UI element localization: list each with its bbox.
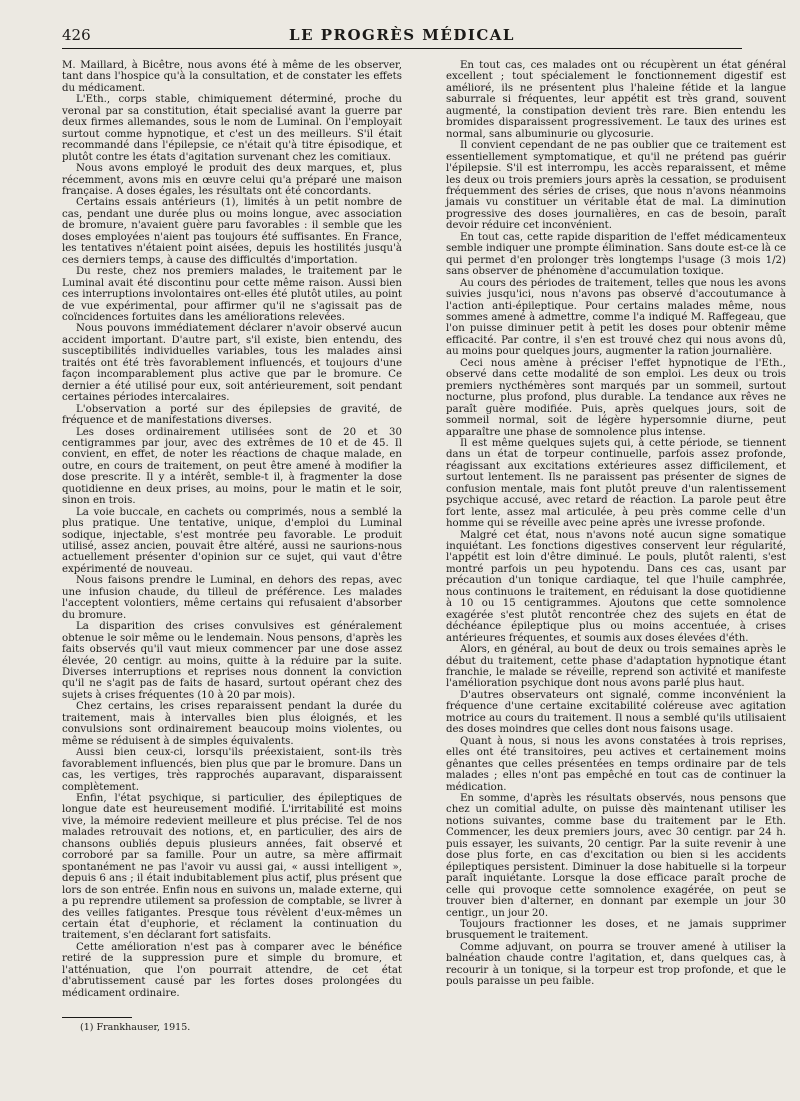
paragraph: Les doses ordinairement utilisées sont de 20 et 30 centigrammes par jour, avec des extrêmes de 10 et de 45. Il convient, en effet, de noter les réactions de chaque malade, en outre, en cours de traitement, on peut être amené à modifier la dose prescrite. Il y a intérêt, semble-t il, à fragmenter la dose quotidienne en deux prises, au moins, pour le matin et le soir, sinon en trois. <box>62 426 402 507</box>
paragraph: Enfin, l'état psychique, si particulier, des épileptiques de longue date est heureusement modifié. L'irritabilité est moins vive, la mémoire redevient meilleure et plus précise. Tel de nos malades retrouvait des notions, et, en particulier, des airs de chansons oubliés depuis plusieurs années, fait observé et corroboré par sa famille. Pour un autre, sa mère affirmait spontanément ne pas l'avoir vu aussi gai, « aussi intelligent », depuis 6 ans ; il était indubitablement plus actif, plus présent que lors de son entrée. Enfin nous en suivons un, malade externe, qui a pu reprendre utilement sa profession de comptable, se livrer à des veilles fatigantes. Presque tous révèlent d'eux-mêmes un certain état d'euphorie, et réclament la continuation du traitement, s'en déclarant fort satisfaits. <box>62 793 402 942</box>
paragraph: Nous pouvons immédiatement déclarer n'avoir observé aucun accident important. D'autre part, s'il existe, bien entendu, des susceptibilités individuelles variables, tous les malades ainsi traités ont été très favorablement influencés, et toujours d'une façon incomparablement plus active que par le bromure. Ce dernier a été utilisé pour eux, soit antérieurement, soit pendant certaines périodes intercalaires. <box>62 323 402 404</box>
running-title: LE PROGRÈS MÉDICAL <box>289 26 515 44</box>
paragraph: Nous faisons prendre le Luminal, en dehors des repas, avec une infusion chaude, du tilleul de préférence. Les malades l'acceptent volontiers, même certains qui refusaient d'absorber du bromure. <box>62 575 402 621</box>
paragraph: Ceci nous amène à préciser l'effet hypnotique de l'Eth., observé dans cette modalité de son emploi. Les deux ou trois premiers nycthémères sont marqués par un sommeil, surtout nocturne, plus profond, plus durable. La tendance aux rêves ne paraît guère modifiée. Puis, après quelques jours, soit de sommeil normal, soit de légère hypersomnie diurne, peut apparaître une phase de somnolence plus intense. <box>446 357 786 438</box>
footnote: (1) Frankhauser, 1915. <box>80 1022 191 1033</box>
paragraph: M. Maillard, à Bicêtre, nous avons été à même de les observer, tant dans l'hospice qu'à la consultation, et de constater les effets du médicament. <box>62 60 402 94</box>
paragraph: Il convient cependant de ne pas oublier que ce traitement est essentiellement symptomatique, et qu'il ne prétend pas guérir l'épilepsie. S'il est interrompu, les accès reparaissent, et même les deux ou trois premiers jours après la cessation, se produisent fréquemment des séries de crises, que nous n'avons néanmoins jamais vu constituer un véritable état de mal. La diminution progressive des doses journalières, en cas de besoin, paraît devoir réduire cet inconvénient. <box>446 140 786 232</box>
paragraph: Cette amélioration n'est pas à comparer avec le bénéfice retiré de la suppression pure et simple du bromure, et l'atténuation, que l'on pourrait attendre, de cet état d'abrutissement causé par les fortes doses prolongées du médicament ordinaire. <box>62 941 402 999</box>
footnote-divider <box>62 1017 132 1018</box>
paragraph: La voie buccale, en cachets ou comprimés, nous a semblé la plus pratique. Une tentative, unique, d'emploi du Luminal sodique, injectable, s'est montrée peu favorable. Le produit utilisé, assez ancien, pouvait être altéré, aussi ne saurions-nous actuellement présenter d'opinion sur ce sujet, qui vaut d'être expérimenté de nouveau. <box>62 506 402 575</box>
page-number: 426 <box>62 26 91 44</box>
paragraph: Nous avons employé le produit des deux marques, et, plus récemment, avons mis en œuvre celui qu'a préparé une maison française. A doses égales, les résultats ont été concordants. <box>62 163 402 197</box>
paragraph: En tout cas, cette rapide disparition de l'effet médicamenteux semble indiquer une prompte élimination. Sans doute est-ce là ce qui permet d'en prolonger très longtemps l'usage (3 mois 1/2) sans observer de phénomène d'accumulation toxique. <box>446 231 786 278</box>
paragraph: L'observation a porté sur des épilepsies de gravité, de fréquence et de manifestations diverses. <box>62 403 402 427</box>
paragraph: Malgré cet état, nous n'avons noté aucun signe somatique inquiétant. Les fonctions digestives conservent leur régularité, l'appétit est loin d'être diminué. Le pouls, plutôt ralenti, s'est montré parfois un peu hypotendu. Dans ces cas, usant par précaution d'un tonique cardiaque, tel que l'huile camphrée, nous continuons le traitement, en réduisant la dose quotidienne à 10 ou 15 centigrammes. Ajoutons que cette somnolence exagérée s'est plutôt rencontrée chez des sujets en état de déchéance épileptique plus ou moins accentuée, à crises antérieures fréquentes, et soumis aux doses élevées d'éth. <box>446 529 786 644</box>
right-column <box>446 60 786 988</box>
paragraph: Alors, en général, au bout de deux ou trois semaines après le début du traitement, cette phase d'adaptation hypnotique étant franchie, le malade se réveille, reprend son activité et manifeste l'amélioration psychique dont nous avons parlé plus haut. <box>446 644 786 690</box>
paragraph: Comme adjuvant, on pourra se trouver amené à utiliser la balnéation chaude contre l'agitation, et, dans quelques cas, à recourir à un tonique, si la torpeur est trop profonde, et que le pouls paraisse un peu faible. <box>446 941 786 988</box>
page-header <box>62 22 742 49</box>
paragraph: Il est même quelques sujets qui, à cette période, se tiennent dans un état de torpeur continuelle, parfois assez profonde, réagissant aux excitations extérieures assez difficilement, et surtout lentement. Ils ne paraissent pas présenter de signes de confusion mentale, mais font plutôt preuve d'un ralentissement psychique accusé, avec retard de réaction. La parole peut être fort lente, assez mal articulée, à peu près comme celle d'un homme qui se réveille avec peine après une ivresse profonde. <box>446 437 786 530</box>
paragraph: D'autres observateurs ont signalé, comme inconvénient la fréquence d'une certaine excitabilité coléreuse avec agitation motrice au cours du traitement. Il nous a semblé qu'ils utilisaient des doses moindres que celles dont nous faisons usage. <box>446 689 786 736</box>
paragraph: Quant à nous, si nous les avons constatées à trois reprises, elles ont été transitoires, peu actives et certainement moins gênantes que celles présentées en temps ordinaire par de tels malades ; elles n'ont pas empêché en tout cas de continuer la médication. <box>446 735 786 793</box>
paragraph: Du reste, chez nos premiers malades, le traitement par le Luminal avait été discontinu pour cette même raison. Aussi bien ces interruptions involontaires ont-elles été plutôt utiles, au point de vue expérimental, pour affirmer qu'il ne s'agissait pas de coïncidences fortuites dans les améliorations relevées. <box>62 266 402 323</box>
paragraph: Chez certains, les crises reparaissent pendant la durée du traitement, mais à intervalles bien plus éloignés, et les convulsions sont ordinairement beaucoup moins violentes, ou même se réduisent à de simples équivalents. <box>62 701 402 747</box>
paragraph: L'Eth., corps stable, chimiquement déterminé, proche du veronal par sa constitution, était specialisé avant la guerre par deux firmes allemandes, sous le nom de Luminal. On l'employait surtout comme hypnotique, et c'est un des meilleurs. S'il était recommandé dans l'épilepsie, ce n'était qu'à titre épisodique, et plutôt contre les états d'agitation survenant chez les comitiaux. <box>62 94 402 163</box>
left-column <box>62 60 402 999</box>
paragraph: Certains essais antérieurs (1), limités à un petit nombre de cas, pendant une durée plus ou moins longue, avec association de bromure, n'avaient guère paru favorables : il semble que les doses employées n'aient pas toujours été suffisantes. En France, les tentatives n'étaient point aisées, depuis les hostilités jusqu'à ces derniers temps, à cause des difficultés d'importation. <box>62 197 402 266</box>
paragraph: La disparition des crises convulsives est généralement obtenue le soir même ou le lendemain. Nous pensons, d'après les faits observés qu'il vaut mieux commencer par une dose assez élevée, 20 centigr. au moins, quitte à la réduire par la suite. Diverses interruptions et reprises nous donnent la conviction qu'il ne s'agit pas de faits de hasard, surtout opérant chez des sujets à crises fréquentes (10 à 20 par mois). <box>62 621 402 701</box>
paragraph: En tout cas, ces malades ont ou récupèrent un état général excellent ; tout spécialement le fonctionnement digestif est amélioré, ils ne présentent plus l'haleine fétide et la langue saburrale si fréquentes, leur appétit est très grand, souvent augmenté, la constipation devient très rare. Bien entendu les bromides disparaissent progressivement. Le taux des urines est normal, sans albuminurie ou glycosurie. <box>446 60 786 140</box>
paragraph: Aussi bien ceux-ci, lorsqu'ils préexistaient, sont-ils très favorablement influencés, bien plus que par le bromure. Dans un cas, les vertiges, très rapprochés auparavant, disparaissent complètement. <box>62 747 402 793</box>
paragraph: En somme, d'après les résultats observés, nous pensons que chez un comitial adulte, on puisse dès maintenant utiliser les notions suivantes, comme base du traitement par le Eth. Commencer, les deux premiers jours, avec 30 centigr. par 24 h. puis essayer, les suivants, 20 centigr. Par la suite revenir à une dose plus forte, en cas d'excitation ou bien si les accidents épileptiques persistent. Diminuer la dose habituelle si la torpeur paraît inquiétante. Lorsque la dose efficace paraît proche de celle qui provoque cette somnolence exagérée, on peut se trouver bien d'alterner, en donnant par exemple un jour 30 centigr., un jour 20. <box>446 793 786 919</box>
paragraph: Toujours fractionner les doses, et ne jamais supprimer brusquement le traitement. <box>446 918 786 942</box>
paragraph: Au cours des périodes de traitement, telles que nous les avons suivies jusqu'ici, nous n'avons pas observé d'accoutumance à l'action anti-épileptique. Pour certains malades même, nous sommes amené à admettre, comme l'a indiqué M. Raffegeau, que l'on puisse diminuer petit à petit les doses pour obtenir même efficacité. Par contre, il s'en est trouvé chez qui nous avons dû, au moins pour quelques jours, augmenter la ration journalière. <box>446 277 786 358</box>
